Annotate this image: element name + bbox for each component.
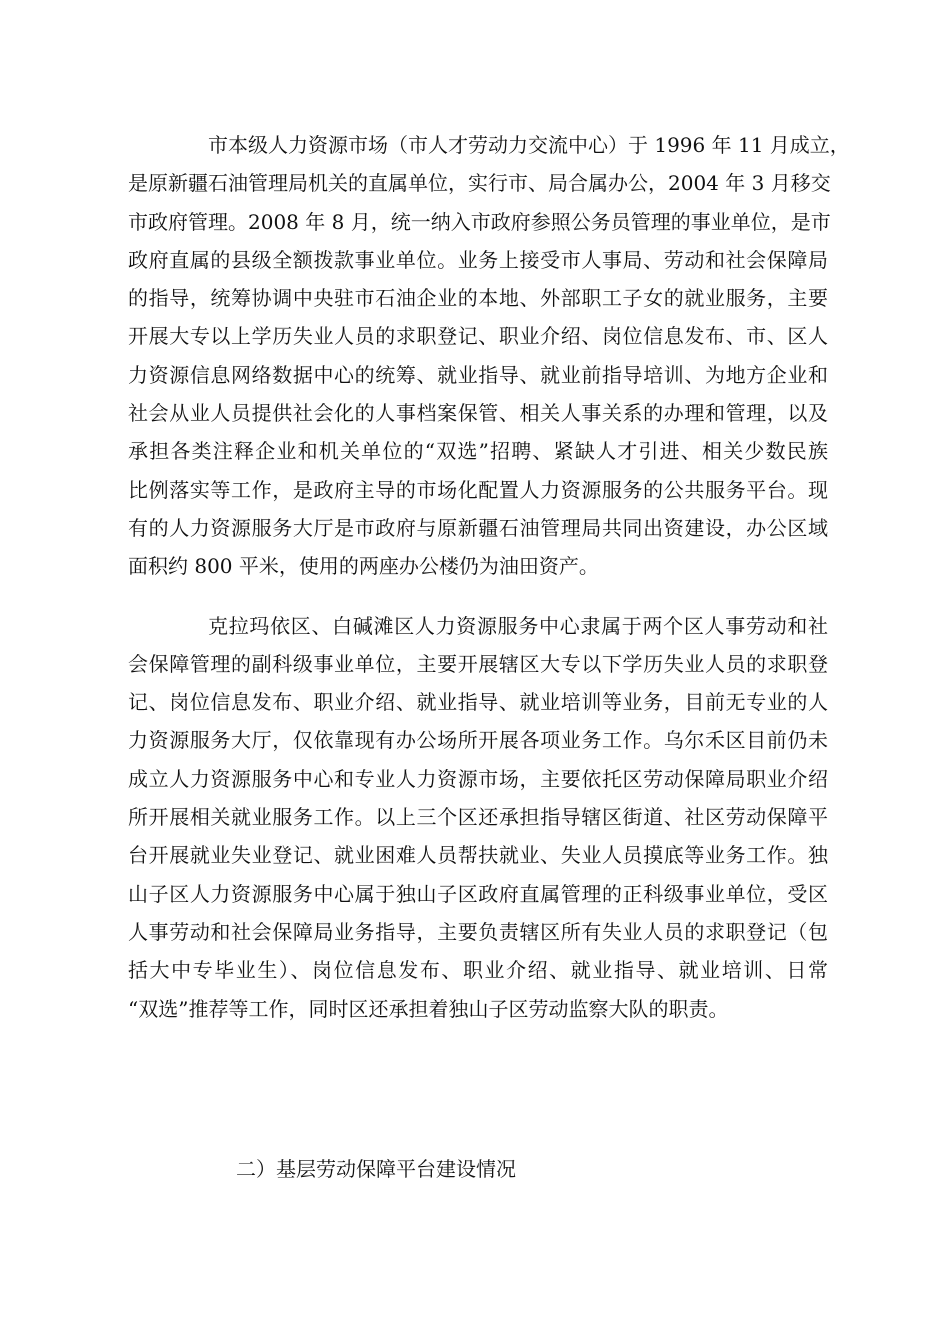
paragraph-1-line-2: 是原新疆石油管理局机关的直属单位，实行市、局合属办公，2004 年 3 月移交 <box>128 171 831 196</box>
paragraph-2-line-10: 括大中专毕业生）、岗位信息发布、职业介绍、就业指导、就业培训、日常 <box>128 958 828 983</box>
paragraph-2-line-7: 台开展就业失业登记、就业困难人员帮扶就业、失业人员摸底等业务工作。独 <box>128 843 828 868</box>
paragraph-1-line-1: 市本级人力资源市场（市人才劳动力交流中心）于 1996 年 11 月成立， <box>208 133 850 157</box>
paragraph-2-line-4: 力资源服务大厅，仅依靠现有办公场所开展各项业务工作。乌尔禾区目前仍未 <box>128 728 828 753</box>
paragraph-1-line-11: 有的人力资源服务大厅是市政府与原新疆石油管理局共同出资建设，办公区域 <box>128 515 828 540</box>
paragraph-1-line-7: 力资源信息网络数据中心的统筹、就业指导、就业前指导培训、为地方企业和 <box>128 362 828 387</box>
document-body <box>128 126 850 1028</box>
paragraph-gap <box>128 586 828 607</box>
section-heading: 二）基层劳动保障平台建设情况 <box>236 1157 516 1181</box>
paragraph-2-line-2: 会保障管理的副科级事业单位，主要开展辖区大专以下学历失业人员的求职登 <box>128 651 828 676</box>
paragraph-1-line-9: 承担各类注释企业和机关单位的“双选”招聘、紧缺人才引进、相关少数民族 <box>128 439 828 464</box>
paragraph-1-line-5: 的指导，统筹协调中央驻市石油企业的本地、外部职工子女的就业服务，主要 <box>128 286 828 311</box>
paragraph-2-line-6: 所开展相关就业服务工作。以上三个区还承担指导辖区街道、社区劳动保障平 <box>128 805 828 830</box>
paragraph-2-line-5: 成立人力资源服务中心和专业人力资源市场，主要依托区劳动保障局职业介绍 <box>128 766 828 791</box>
paragraph-1-line-4: 政府直属的县级全额拨款事业单位。业务上接受市人事局、劳动和社会保障局 <box>128 247 828 272</box>
paragraph-1-line-12: 面积约 800 平米，使用的两座办公楼仍为油田资产。 <box>128 554 599 579</box>
paragraph-2-line-11: “双选”推荐等工作，同时区还承担着独山子区劳动监察大队的职责。 <box>128 996 729 1021</box>
paragraph-1-line-6: 开展大专以上学历失业人员的求职登记、职业介绍、岗位信息发布、市、区人 <box>128 324 828 349</box>
paragraph-2-line-9: 人事劳动和社会保障局业务指导，主要负责辖区所有失业人员的求职登记（包 <box>128 919 828 944</box>
paragraph-2-line-8: 山子区人力资源服务中心属于独山子区政府直属管理的正科级事业单位，受区 <box>128 881 828 906</box>
paragraph-2-line-3: 记、岗位信息发布、职业介绍、就业指导、就业培训等业务，目前无专业的人 <box>128 690 828 715</box>
paragraph-1-line-8: 社会从业人员提供社会化的人事档案保管、相关人事关系的办理和管理，以及 <box>128 401 828 426</box>
paragraph-1-line-3: 市政府管理。2008 年 8 月，统一纳入市政府参照公务员管理的事业单位，是市 <box>128 209 831 234</box>
paragraph-2-line-1: 克拉玛依区、白碱滩区人力资源服务中心隶属于两个区人事劳动和社 <box>208 613 828 638</box>
paragraph-1-line-10: 比例落实等工作，是政府主导的市场化配置人力资源服务的公共服务平台。现 <box>128 477 828 502</box>
